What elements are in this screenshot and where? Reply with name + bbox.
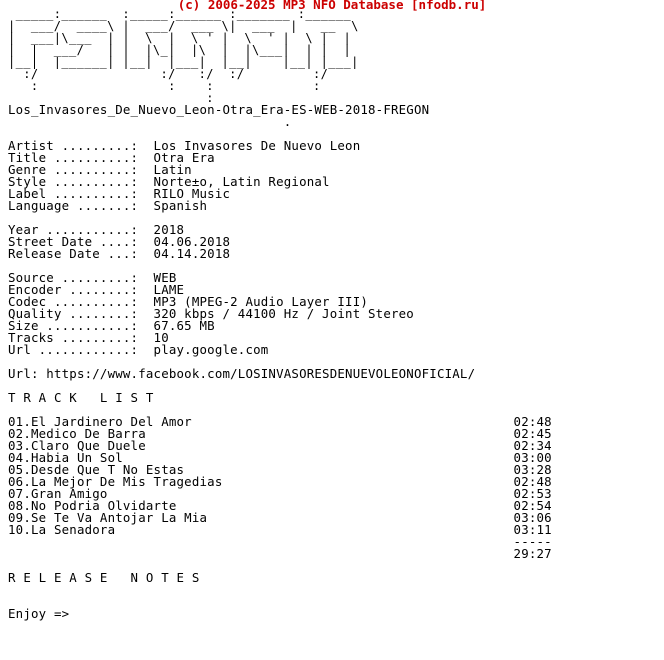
ascii-logo-art: _____:______ :_____:______ :_______ :______ | ___/ ____\ | ___/ ___ \| ___ | __ \ | ___|\___ | | \ | \ ' | \ ' | \ | | | | ___/ | | |\_| |\ | |\___| | | | |__| |______| |__| |___| |__| |__| |___| :/ :/ :/ :/ :/ : : : : : xyxy=(8,7,359,105)
nfo-release-text: Los_Invasores_De_Nuevo_Leon-Otra_Era-ES-WEB-2018-FREGON . Artist .........: Los Invasores De Nuevo Leon Title ..........: Otra Era Genre ..........: Latin Style ..........: Norte±o, Latin Regional Label ..........: RILO Music Language .......: Spanish Year ...........: 2018 Street Date ....: 04.06.2018 Release Date ...: 04.14.2018 Source .........: WEB Encoder ........: LAME Codec ..........: MP3 (MPEG-2 Audio Layer III) Quality ........: 320 kbps / 44100 Hz / Joint Stereo Size ...........: 67.65 MB Tracks .........: 10 Url ............: play.google.com Url: https://www.facebook.com/LOSINVASORESDENUEVOLEONOFICIAL/ T R A C K L I S T 01.El Jardinero Del Amor 02:48 02.Medico De Barra 02:45 03.Claro Que Duele 02:34 04.Habia Un Sol 03:00 05.Desde Que T No Estas 03:28 06.La Mejor De Mis Tragedias 02:48 07.Gran Amigo 02:53 08.No Podria Olvidarte 02:54 09.Se Te Va Antojar La Mia 03:06 10.La Senadora 03:11 ----- 29:27 R E L E A S E N O T E S Enjoy => xyxy=(8,102,552,621)
nfodb-credit-header: (c) 2006-2025 MP3 NFO Database [nfodb.ru] xyxy=(177,0,487,12)
